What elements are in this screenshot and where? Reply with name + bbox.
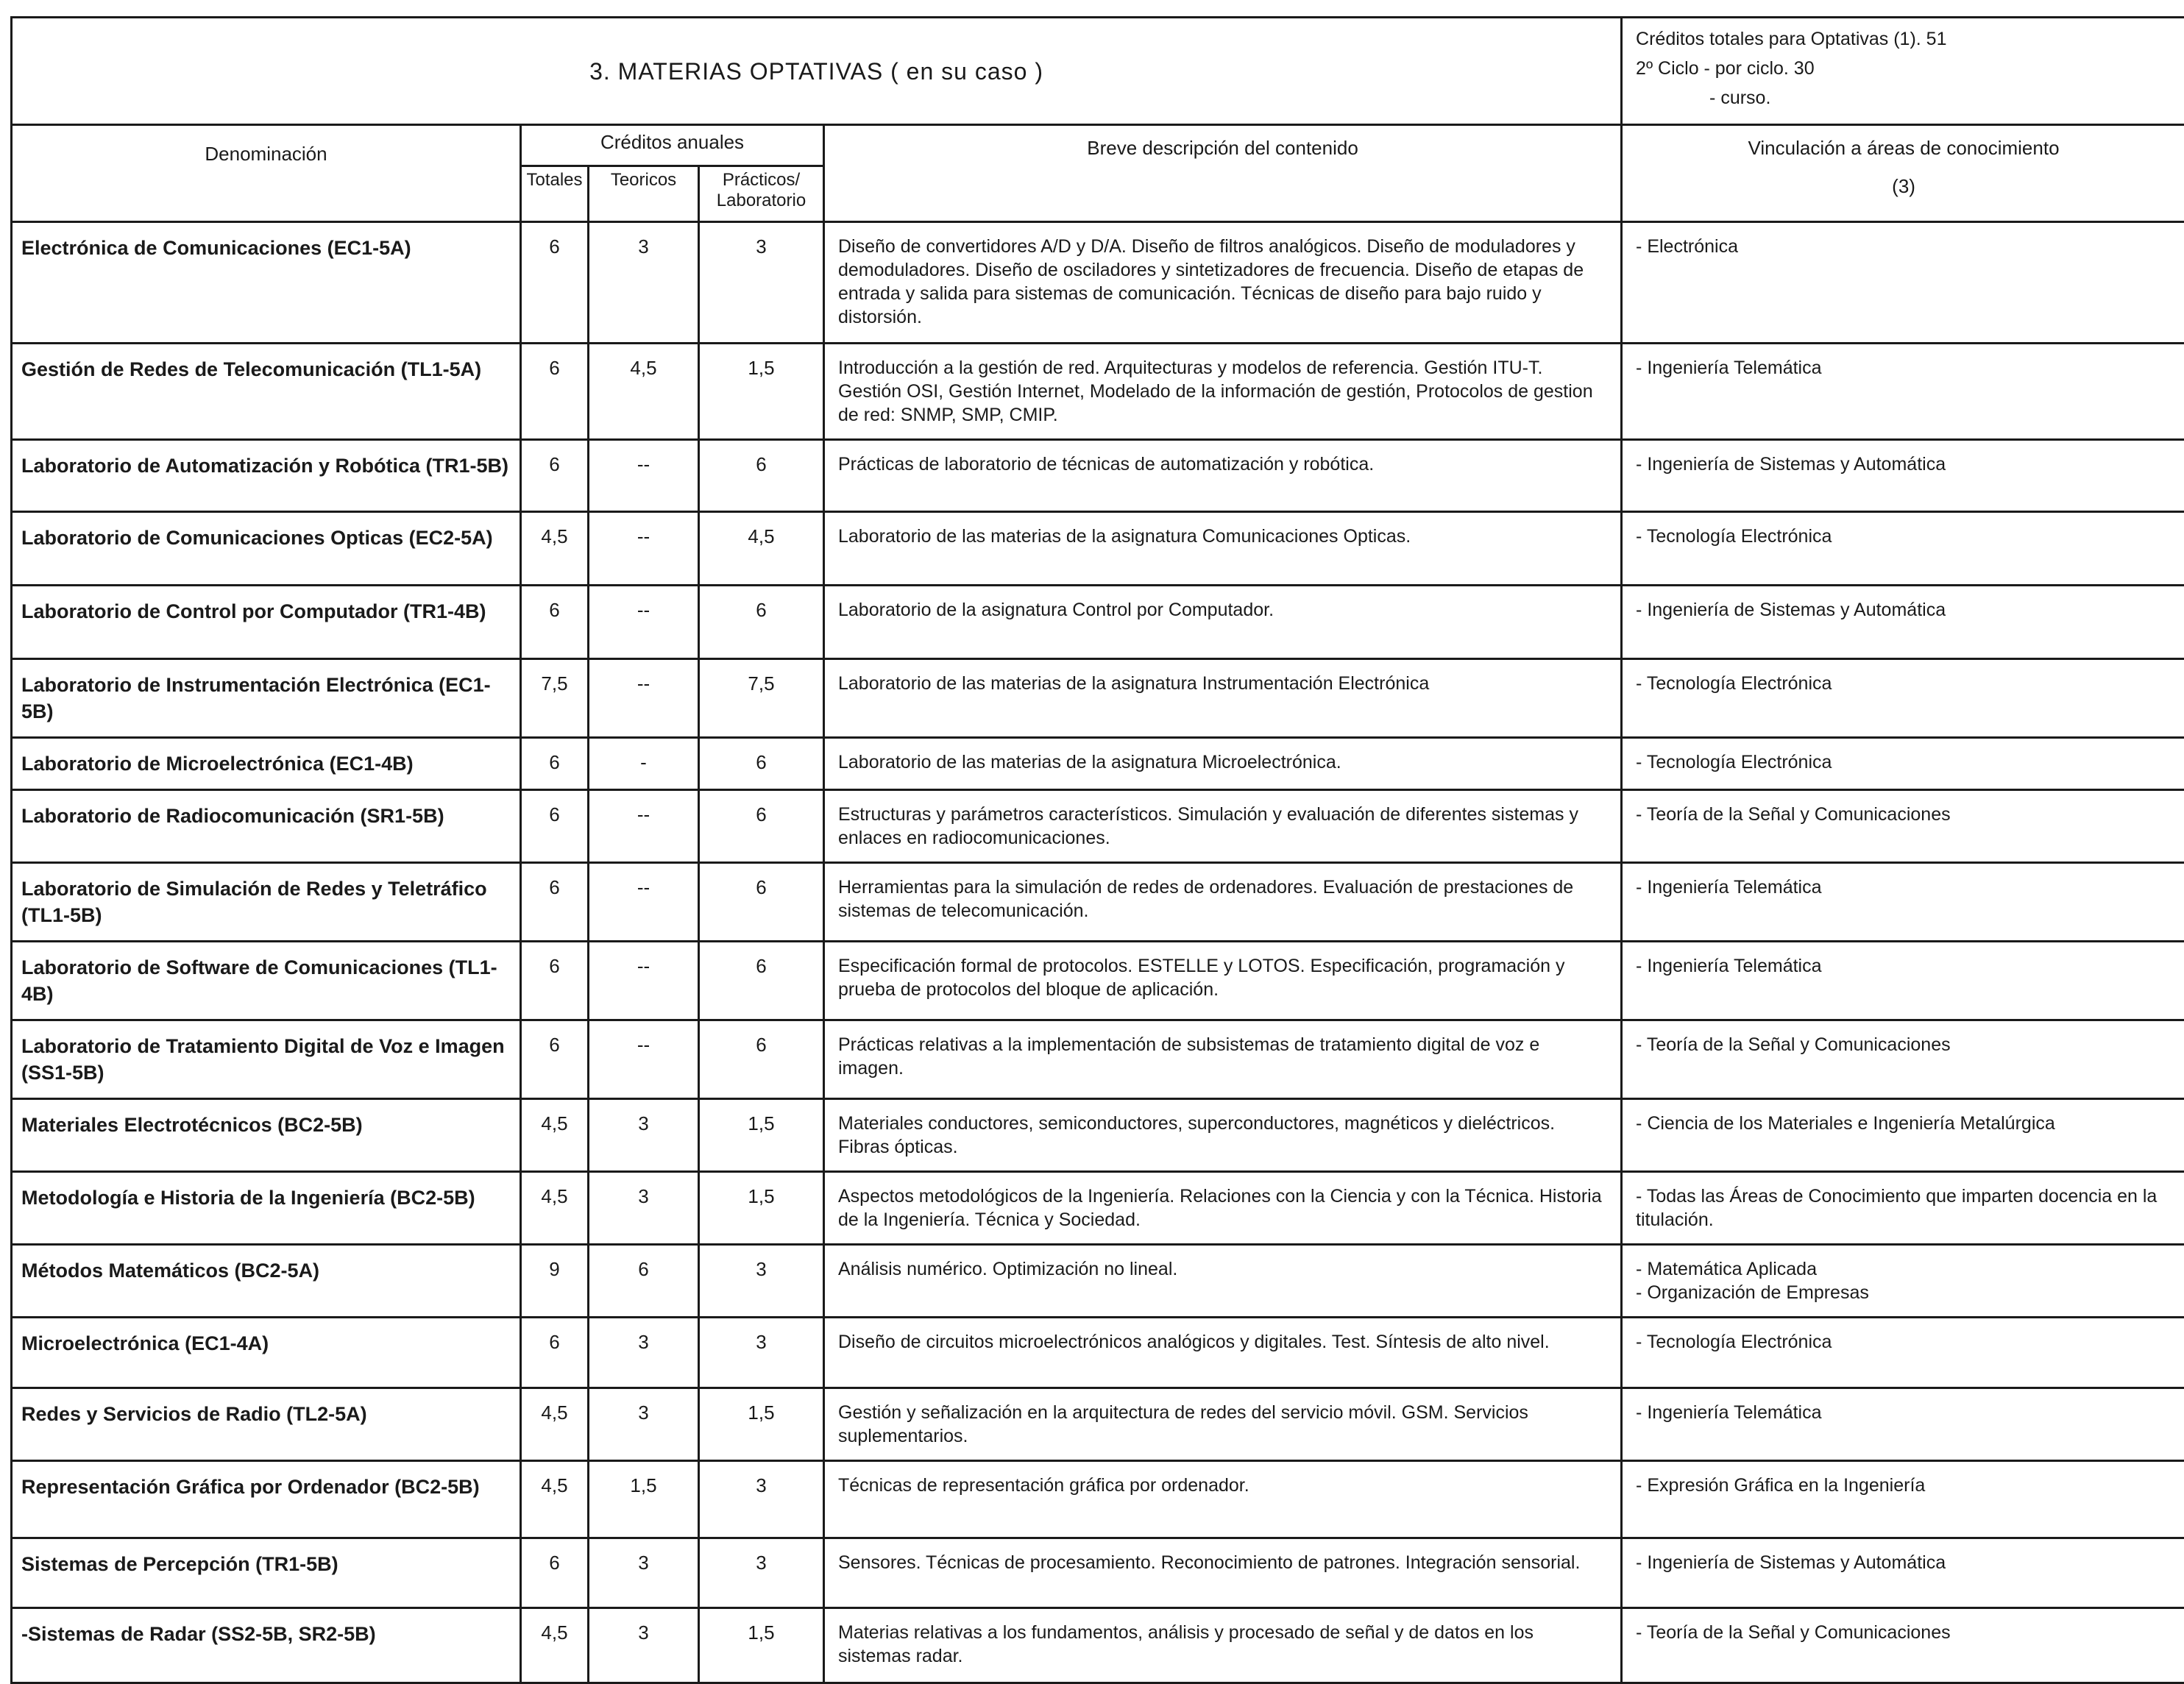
- content-description: Técnicas de representación gráfica por ordenador.: [824, 1461, 1622, 1538]
- credits-teoricos: 3: [589, 222, 699, 344]
- table-row: [12, 863, 2184, 942]
- credits-teoricos: 3: [589, 1608, 699, 1683]
- table-row: [12, 1172, 2184, 1245]
- knowledge-area: - Teoría de la Señal y Comunicaciones: [1636, 803, 2171, 826]
- credits-teoricos: -: [589, 738, 699, 790]
- credits-totales: 4,5: [521, 1099, 589, 1172]
- knowledge-area: - Organización de Empresas: [1636, 1281, 2171, 1304]
- table-row: [12, 222, 2184, 344]
- credits-totales: 6: [521, 790, 589, 863]
- credits-practicos: 4,5: [699, 512, 824, 586]
- credits-totales: 6: [521, 1538, 589, 1608]
- table-row: [12, 1608, 2184, 1683]
- table-row: [12, 738, 2184, 790]
- content-description: Estructuras y parámetros característicos. Simulación y evaluación de diferentes sistemas y enlaces en radiocomunicaciones.: [824, 790, 1622, 863]
- knowledge-areas: [1622, 512, 2184, 586]
- knowledge-area: - Expresión Gráfica en la Ingeniería: [1636, 1474, 2171, 1497]
- table-row: [12, 440, 2184, 512]
- knowledge-area: - Ingeniería Telemática: [1636, 1401, 2171, 1424]
- credits-teoricos: 3: [589, 1388, 699, 1461]
- credits-teoricos: --: [589, 942, 699, 1020]
- table-row: [12, 1245, 2184, 1318]
- content-description: Prácticas de laboratorio de técnicas de automatización y robótica.: [824, 440, 1622, 512]
- table-row: [12, 1388, 2184, 1461]
- knowledge-areas: [1622, 586, 2184, 659]
- credits-totales: 6: [521, 942, 589, 1020]
- knowledge-area: - Tecnología Electrónica: [1636, 525, 2171, 548]
- subject-name: -Sistemas de Radar (SS2-5B, SR2-5B): [12, 1608, 521, 1683]
- col-practicos: Prácticos/ Laboratorio: [699, 166, 824, 222]
- credits-practicos: 6: [699, 1020, 824, 1099]
- knowledge-area: - Teoría de la Señal y Comunicaciones: [1636, 1033, 2171, 1056]
- knowledge-areas: [1622, 222, 2184, 344]
- credits-teoricos: 4,5: [589, 344, 699, 440]
- knowledge-area: - Matemática Aplicada: [1636, 1257, 2171, 1281]
- credits-totales: 6: [521, 344, 589, 440]
- subject-name: Sistemas de Percepción (TR1-5B): [12, 1538, 521, 1608]
- credits-practicos: 6: [699, 586, 824, 659]
- subject-name: Laboratorio de Automatización y Robótica (TR1-5B): [12, 440, 521, 512]
- table-row: [12, 942, 2184, 1020]
- credits-totales: 6: [521, 440, 589, 512]
- credits-totales: 4,5: [521, 1172, 589, 1245]
- knowledge-area: - Ingeniería Telemática: [1636, 356, 2171, 380]
- subject-name: Laboratorio de Software de Comunicaciones (TL1-4B): [12, 942, 521, 1020]
- credits-teoricos: --: [589, 512, 699, 586]
- subject-name: Métodos Matemáticos (BC2-5A): [12, 1245, 521, 1318]
- knowledge-areas: [1622, 1099, 2184, 1172]
- knowledge-areas: [1622, 738, 2184, 790]
- content-description: Laboratorio de las materias de la asignatura Comunicaciones Opticas.: [824, 512, 1622, 586]
- content-description: Laboratorio de la asignatura Control por Computador.: [824, 586, 1622, 659]
- subject-name: Laboratorio de Instrumentación Electrónica (EC1-5B): [12, 659, 521, 738]
- credits-totales: 6: [521, 1020, 589, 1099]
- credits-practicos: 1,5: [699, 344, 824, 440]
- content-description: Laboratorio de las materias de la asignatura Microelectrónica.: [824, 738, 1622, 790]
- knowledge-area: - Ciencia de los Materiales e Ingeniería Metalúrgica: [1636, 1112, 2171, 1135]
- knowledge-area: - Tecnología Electrónica: [1636, 672, 2171, 695]
- credits-cycle-line: 2º Ciclo - por ciclo. 30: [1636, 54, 2171, 83]
- knowledge-areas: [1622, 1388, 2184, 1461]
- credits-teoricos: --: [589, 790, 699, 863]
- col-vinculacion-label: Vinculación a áreas de conocimiento: [1630, 136, 2177, 160]
- col-denominacion: Denominación: [12, 125, 521, 222]
- knowledge-area: - Ingeniería Telemática: [1636, 875, 2171, 899]
- subject-name: Laboratorio de Microelectrónica (EC1-4B): [12, 738, 521, 790]
- col-vinculacion-note: (3): [1630, 174, 2177, 198]
- col-totales: Totales: [521, 166, 589, 222]
- content-description: Materias relativas a los fundamentos, análisis y procesado de señal y de datos en los sistemas radar.: [824, 1608, 1622, 1683]
- knowledge-areas: [1622, 790, 2184, 863]
- subject-name: Laboratorio de Simulación de Redes y Teletráfico (TL1-5B): [12, 863, 521, 942]
- credits-practicos: 1,5: [699, 1099, 824, 1172]
- subject-name: Electrónica de Comunicaciones (EC1-5A): [12, 222, 521, 344]
- knowledge-areas: [1622, 1608, 2184, 1683]
- content-description: Materiales conductores, semiconductores, superconductores, magnéticos y dieléctricos. Fibras ópticas.: [824, 1099, 1622, 1172]
- credits-practicos: 3: [699, 1318, 824, 1388]
- credits-total-line: Créditos totales para Optativas (1). 51: [1636, 24, 2171, 54]
- knowledge-areas: [1622, 1538, 2184, 1608]
- credits-teoricos: --: [589, 586, 699, 659]
- credits-totales: 9: [521, 1245, 589, 1318]
- col-teoricos: Teoricos: [589, 166, 699, 222]
- credits-teoricos: 3: [589, 1538, 699, 1608]
- credits-practicos: 6: [699, 738, 824, 790]
- credits-practicos: 6: [699, 790, 824, 863]
- content-description: Gestión y señalización en la arquitectura de redes del servicio móvil. GSM. Servicios suplementarios.: [824, 1388, 1622, 1461]
- credits-summary: [1622, 18, 2184, 125]
- table-row: [12, 1538, 2184, 1608]
- credits-totales: 6: [521, 738, 589, 790]
- col-descripcion: Breve descripción del contenido: [824, 125, 1622, 222]
- knowledge-area: - Tecnología Electrónica: [1636, 1330, 2171, 1354]
- subject-name: Materiales Electrotécnicos (BC2-5B): [12, 1099, 521, 1172]
- knowledge-areas: [1622, 863, 2184, 942]
- credits-totales: 4,5: [521, 512, 589, 586]
- credits-practicos: 1,5: [699, 1172, 824, 1245]
- knowledge-areas: [1622, 1318, 2184, 1388]
- credits-totales: 4,5: [521, 1608, 589, 1683]
- credits-practicos: 3: [699, 222, 824, 344]
- table-row: [12, 659, 2184, 738]
- content-description: Análisis numérico. Optimización no lineal.: [824, 1245, 1622, 1318]
- col-vinculacion: [1622, 125, 2184, 222]
- section-title: 3. MATERIAS OPTATIVAS ( en su caso ): [12, 18, 1622, 125]
- credits-teoricos: 3: [589, 1172, 699, 1245]
- knowledge-area: - Todas las Áreas de Conocimiento que imparten docencia en la titulación.: [1636, 1184, 2171, 1232]
- subject-name: Gestión de Redes de Telecomunicación (TL1-5A): [12, 344, 521, 440]
- credits-practicos: 1,5: [699, 1608, 824, 1683]
- credits-teoricos: 1,5: [589, 1461, 699, 1538]
- credits-totales: 7,5: [521, 659, 589, 738]
- content-description: Herramientas para la simulación de redes de ordenadores. Evaluación de prestaciones de sistemas de telecomunicación.: [824, 863, 1622, 942]
- knowledge-area: - Tecnología Electrónica: [1636, 750, 2171, 774]
- subject-name: Laboratorio de Radiocomunicación (SR1-5B): [12, 790, 521, 863]
- table-row: [12, 1020, 2184, 1099]
- table-row: [12, 1099, 2184, 1172]
- col-creditos: Créditos anuales: [521, 125, 824, 166]
- table-row: [12, 1461, 2184, 1538]
- credits-practicos: 6: [699, 440, 824, 512]
- knowledge-area: - Ingeniería de Sistemas y Automática: [1636, 1551, 2171, 1574]
- credits-teoricos: --: [589, 1020, 699, 1099]
- knowledge-areas: [1622, 942, 2184, 1020]
- credits-totales: 6: [521, 863, 589, 942]
- credits-teoricos: --: [589, 863, 699, 942]
- knowledge-areas: [1622, 1172, 2184, 1245]
- knowledge-areas: [1622, 1461, 2184, 1538]
- table-row: [12, 586, 2184, 659]
- table-row: [12, 1318, 2184, 1388]
- content-description: Diseño de circuitos microelectrónicos analógicos y digitales. Test. Síntesis de alto nivel.: [824, 1318, 1622, 1388]
- content-description: Introducción a la gestión de red. Arquitecturas y modelos de referencia. Gestión ITU-T. Gestión OSI, Gestión Internet, Modelado de la información de gestión, Protocolos de gestion de red: SNMP, SMP, CMIP.: [824, 344, 1622, 440]
- subject-name: Microelectrónica (EC1-4A): [12, 1318, 521, 1388]
- subject-name: Laboratorio de Tratamiento Digital de Voz e Imagen (SS1-5B): [12, 1020, 521, 1099]
- column-header-row: [12, 125, 2184, 166]
- credits-teoricos: 3: [589, 1318, 699, 1388]
- knowledge-areas: [1622, 1020, 2184, 1099]
- credits-practicos: 1,5: [699, 1388, 824, 1461]
- table-row: [12, 344, 2184, 440]
- credits-course-line: - curso.: [1636, 83, 2171, 113]
- optativas-table: [10, 16, 2184, 1684]
- credits-totales: 6: [521, 1318, 589, 1388]
- table-row: [12, 790, 2184, 863]
- credits-totales: 6: [521, 222, 589, 344]
- credits-practicos: 3: [699, 1245, 824, 1318]
- knowledge-areas: [1622, 659, 2184, 738]
- credits-practicos: 3: [699, 1461, 824, 1538]
- credits-totales: 4,5: [521, 1388, 589, 1461]
- subject-name: Laboratorio de Control por Computador (TR1-4B): [12, 586, 521, 659]
- table-row: [12, 512, 2184, 586]
- content-description: Prácticas relativas a la implementación de subsistemas de tratamiento digital de voz e imagen.: [824, 1020, 1622, 1099]
- content-description: Sensores. Técnicas de procesamiento. Reconocimiento de patrones. Integración sensorial.: [824, 1538, 1622, 1608]
- content-description: Laboratorio de las materias de la asignatura Instrumentación Electrónica: [824, 659, 1622, 738]
- header-row: [12, 18, 2184, 125]
- content-description: Aspectos metodológicos de la Ingeniería. Relaciones con la Ciencia y con la Técnica. Historia de la Ingeniería. Técnica y Sociedad.: [824, 1172, 1622, 1245]
- knowledge-areas: [1622, 440, 2184, 512]
- knowledge-areas: [1622, 1245, 2184, 1318]
- knowledge-area: - Electrónica: [1636, 235, 2171, 258]
- subject-name: Metodología e Historia de la Ingeniería (BC2-5B): [12, 1172, 521, 1245]
- knowledge-areas: [1622, 344, 2184, 440]
- credits-teoricos: --: [589, 440, 699, 512]
- document-page: [10, 16, 2184, 1684]
- content-description: Diseño de convertidores A/D y D/A. Diseño de filtros analógicos. Diseño de moduladores y demoduladores. Diseño de osciladores y sintetizadores de frecuencia. Diseño de etapas de entrada y salida para sistemas de comunicación. Técnicas de diseño para bajo ruido y distorsión.: [824, 222, 1622, 344]
- knowledge-area: - Ingeniería Telemática: [1636, 954, 2171, 978]
- credits-practicos: 3: [699, 1538, 824, 1608]
- content-description: Especificación formal de protocolos. ESTELLE y LOTOS. Especificación, programación y prueba de protocolos del bloque de aplicación.: [824, 942, 1622, 1020]
- credits-totales: 4,5: [521, 1461, 589, 1538]
- knowledge-area: - Ingeniería de Sistemas y Automática: [1636, 598, 2171, 622]
- credits-practicos: 7,5: [699, 659, 824, 738]
- credits-teoricos: 6: [589, 1245, 699, 1318]
- subject-name: Laboratorio de Comunicaciones Opticas (EC2-5A): [12, 512, 521, 586]
- credits-teoricos: --: [589, 659, 699, 738]
- knowledge-area: - Teoría de la Señal y Comunicaciones: [1636, 1621, 2171, 1644]
- credits-teoricos: 3: [589, 1099, 699, 1172]
- subject-name: Redes y Servicios de Radio (TL2-5A): [12, 1388, 521, 1461]
- subject-name: Representación Gráfica por Ordenador (BC2-5B): [12, 1461, 521, 1538]
- credits-practicos: 6: [699, 863, 824, 942]
- knowledge-area: - Ingeniería de Sistemas y Automática: [1636, 452, 2171, 476]
- credits-totales: 6: [521, 586, 589, 659]
- credits-practicos: 6: [699, 942, 824, 1020]
